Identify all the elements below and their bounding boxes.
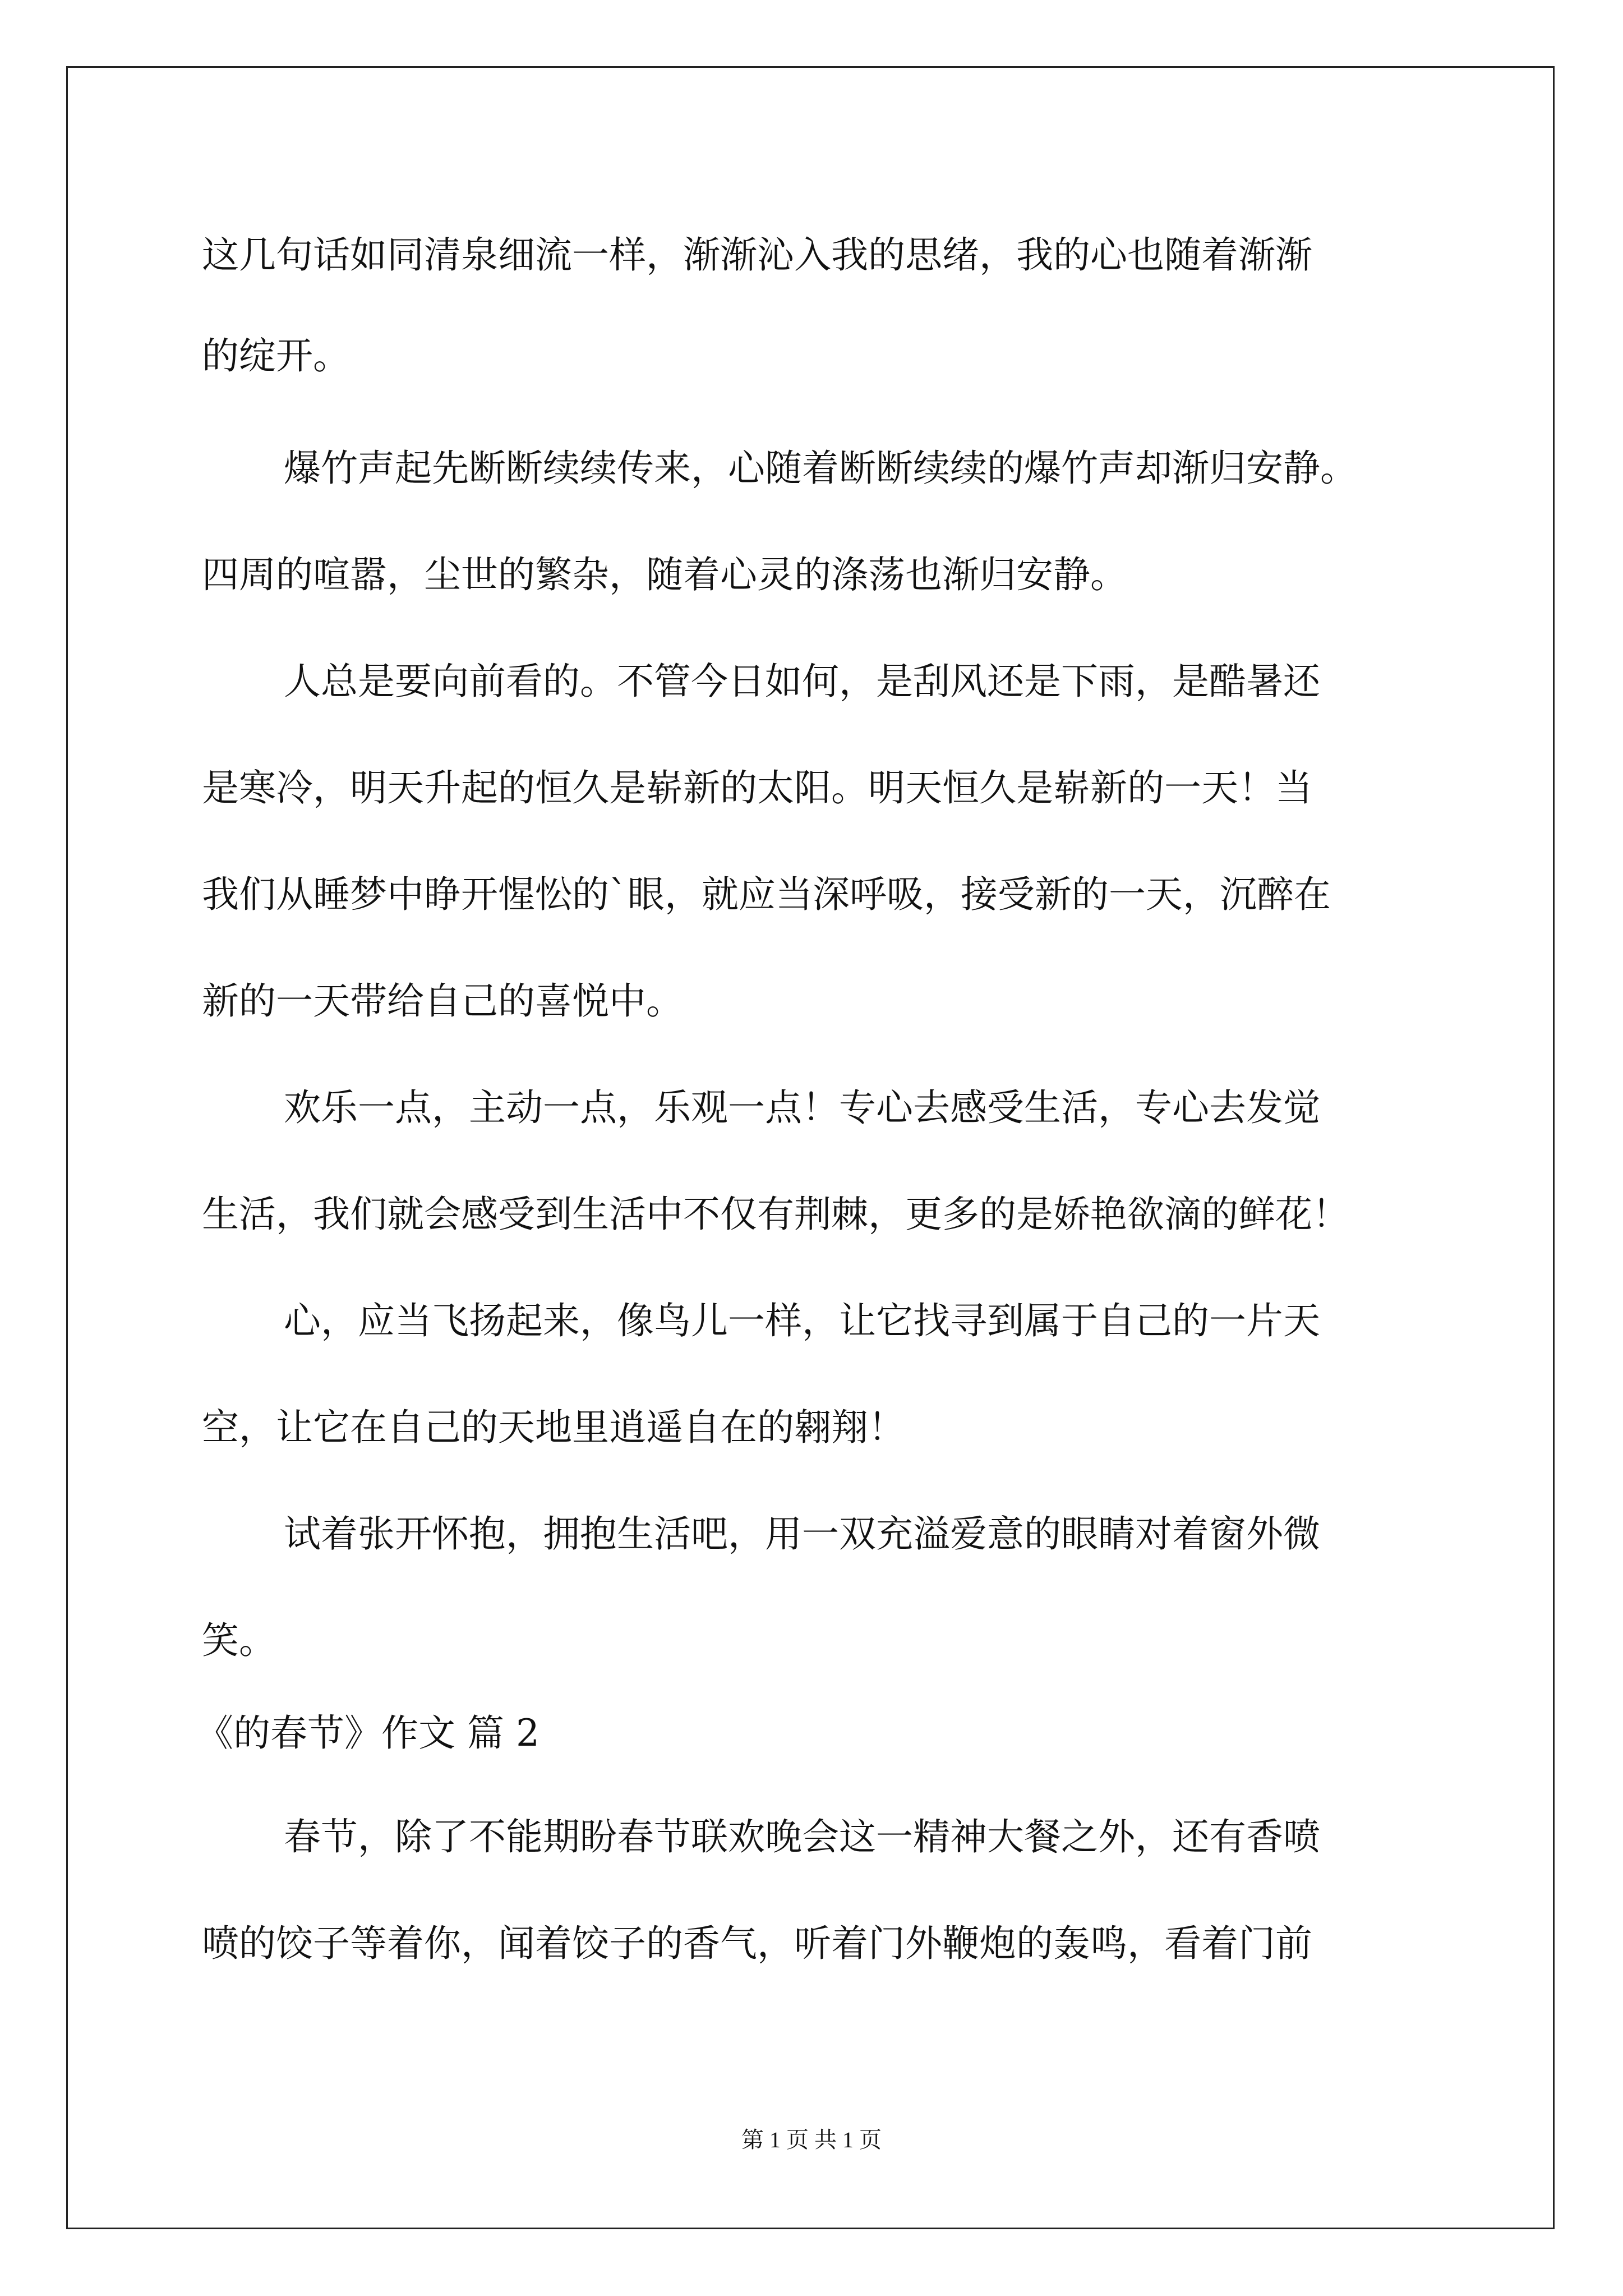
paragraph-line: 新的一天带给自己的喜悦中。	[202, 979, 683, 1023]
paragraph-line: 欢乐一点，主动一点，乐观一点！专心去感受生活，专心去发觉	[284, 1086, 1320, 1129]
paragraph-line: 四周的喧嚣，尘世的繁杂，随着心灵的涤荡也渐归安静。	[202, 553, 1127, 596]
paragraph-line: 春节，除了不能期盼春节联欢晚会这一精神大餐之外，还有香喷	[284, 1815, 1320, 1858]
paragraph-line: 空，让它在自己的天地里逍遥自在的翱翔！	[202, 1406, 905, 1449]
paragraph-line: 笑。	[202, 1619, 276, 1662]
paragraph-line: 我们从睡梦中睁开惺忪的`眼，就应当深呼吸，接受新的一天，沉醉在	[202, 873, 1331, 916]
paragraph-line: 试着张开怀抱，拥抱生活吧，用一双充溢爱意的眼睛对着窗外微	[284, 1512, 1320, 1556]
paragraph-line: 心，应当飞扬起来，像鸟儿一样，让它找寻到属于自己的一片天	[284, 1299, 1320, 1342]
paragraph-line: 生活，我们就会感受到生活中不仅有荆棘，更多的是娇艳欲滴的鲜花！	[202, 1193, 1349, 1236]
paragraph-line: 爆竹声起先断断续续传来，心随着断断续续的爆竹声却渐归安静。	[284, 447, 1357, 490]
page-footer: 第 1 页 共 1 页	[741, 2127, 882, 2152]
paragraph-line: 是寒冷，明天升起的恒久是崭新的太阳。明天恒久是崭新的一天！当	[202, 766, 1312, 809]
paragraph-line: 人总是要向前看的。不管今日如何，是刮风还是下雨，是酷暑还	[284, 660, 1320, 703]
paragraph-line: 的绽开。	[202, 334, 350, 378]
section-heading: 《的春节》作文 篇 2	[196, 1711, 540, 1755]
paragraph-line: 喷的饺子等着你，闻着饺子的香气，听着门外鞭炮的轰鸣，看着门前	[202, 1922, 1312, 1965]
page-border	[66, 66, 1555, 2229]
paragraph-line: 这几句话如同清泉细流一样，渐渐沁入我的思绪，我的心也随着渐渐	[202, 233, 1312, 277]
